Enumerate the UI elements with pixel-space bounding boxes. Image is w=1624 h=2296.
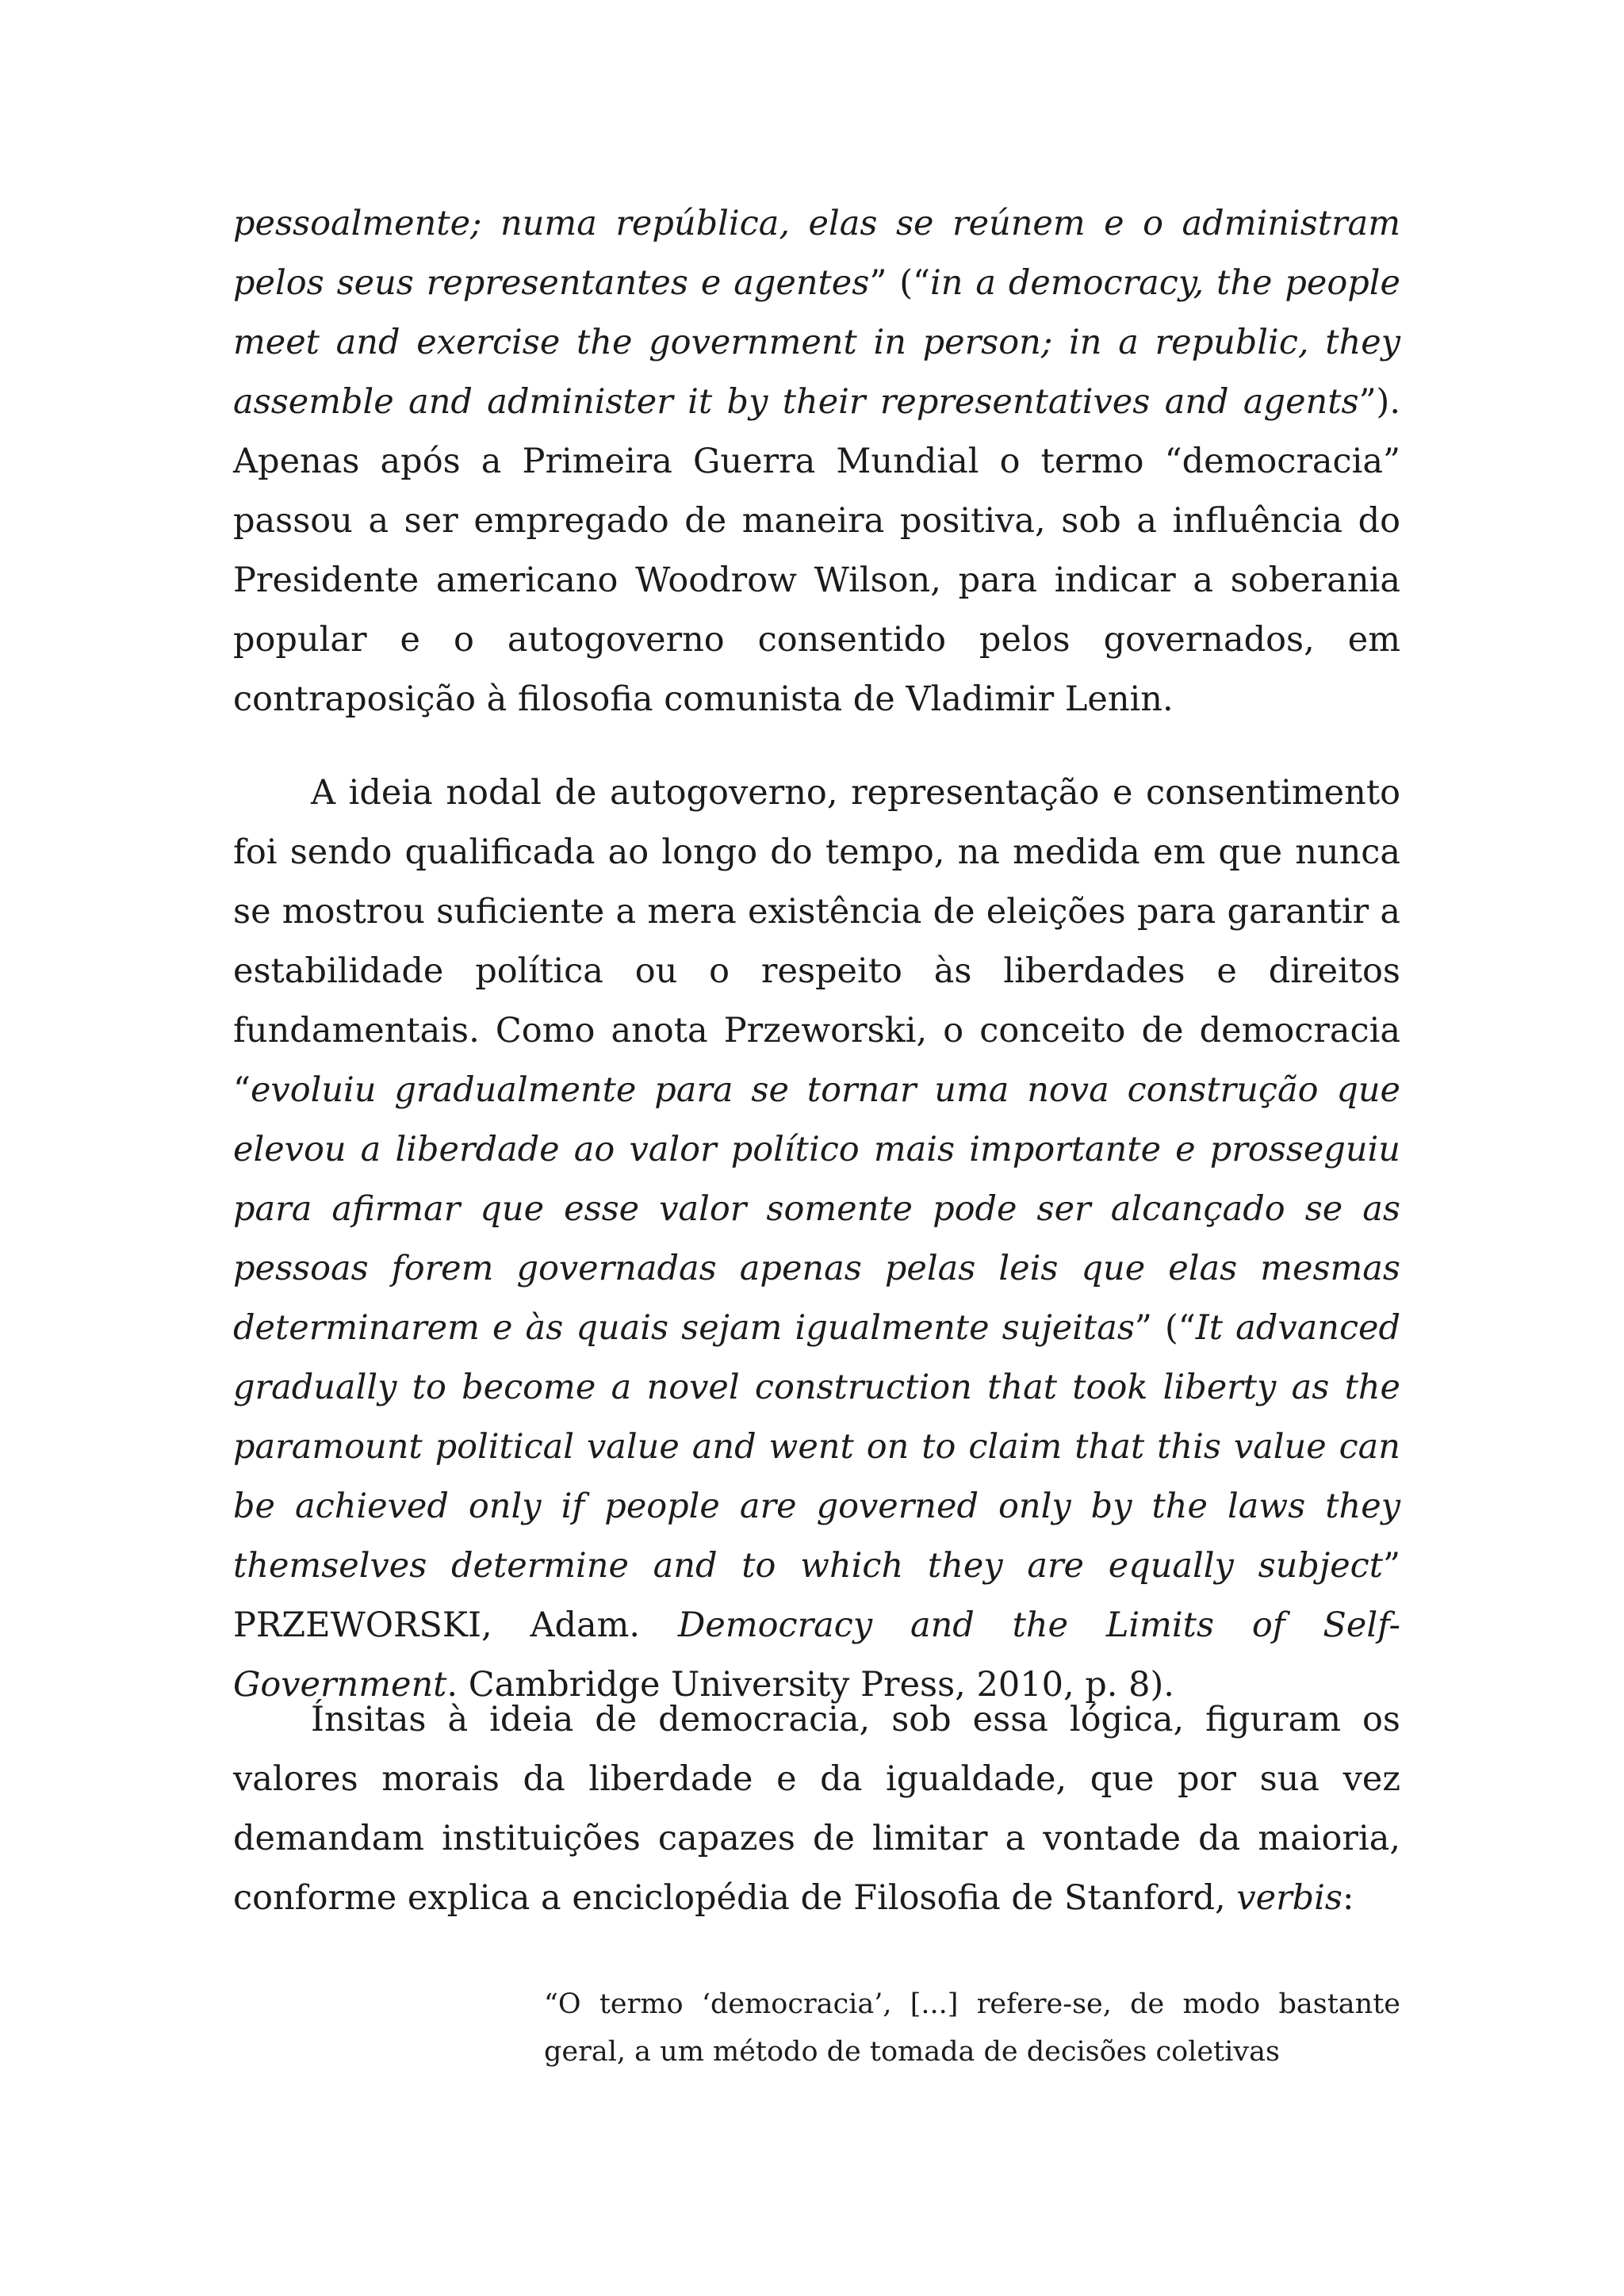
paragraph-2-italic-english: It advanced gradually to become a novel construction that took liberty as the paramount political value and went on to claim that this value can be achieved only if people are governed only by the laws they themselves determine and to which they are equally subject — [233, 1308, 1400, 1586]
paragraph-2-quote-marks: ” (“ — [1134, 1308, 1196, 1348]
paragraph-1-italic-english: in a democracy, the people meet and exercise the government in person; in a republic, they assemble and administer it by their representatives and agents — [233, 263, 1400, 422]
paragraph-1 — [233, 194, 1400, 729]
paragraph-2-italic-portuguese: evoluiu gradualmente para se tornar uma nova construção que elevou a liberdade ao valor político mais importante e prosseguiu para afirmar que esse valor somente pode ser alcançado se as pessoas forem governadas apenas pelas leis que elas mesmas determinarem e às quais sejam igualmente sujeitas — [233, 1070, 1400, 1348]
paragraph-2-book-title: Democracy and the Limits of Self-Government — [233, 1605, 1400, 1705]
paragraph-2 — [233, 763, 1400, 1715]
paragraph-3-italic-verbis: verbis — [1236, 1878, 1342, 1918]
block-quote: “O termo ‘democracia’, [...] refere-se, de modo bastante geral, a um método de tomada de decisões coletivas — [544, 1988, 1400, 2068]
paragraph-2-citation-publisher: . Cambridge University Press, 2010, p. 8). — [446, 1665, 1174, 1705]
paragraph-1-text: ”). Apenas após a Primeira Guerra Mundial o termo “democracia” passou a ser empregado de maneira positiva, sob a influência do Presidente americano Woodrow Wilson, para indicar a soberania popular e o autogoverno consentido pelos governados, em contraposição à filosofia comunista de Vladimir Lenin. — [233, 382, 1400, 719]
paragraph-3-colon: : — [1342, 1878, 1354, 1918]
paragraph-1-italic-portuguese: pessoalmente; numa república, elas se reúnem e o administram pelos seus representantes e agentes — [233, 204, 1400, 303]
paragraph-1-quote-marks: ” (“ — [869, 263, 930, 303]
paragraph-3-text: Ínsitas à ideia de democracia, sob essa lógica, figuram os valores morais da liberdade e da igualdade, que por sua vez demandam instituições capazes de limitar a vontade da maioria, conforme explica a enciclopédia de Filosofia de Stanford, — [233, 1700, 1400, 1918]
paragraph-2-text-intro: A ideia nodal de autogoverno, representação e consentimento foi sendo qualificada ao longo do tempo, na medida em que nunca se mostrou suficiente a mera existência de eleições para garantir a estabilidade política ou o respeito às liberdades e direitos fundamentais. Como anota Przeworski, o conceito de democracia “ — [233, 773, 1400, 1110]
paragraph-2-citation-author: ” PRZEWORSKI, Adam. — [233, 1546, 1400, 1645]
paragraph-3 — [233, 1690, 1400, 1928]
